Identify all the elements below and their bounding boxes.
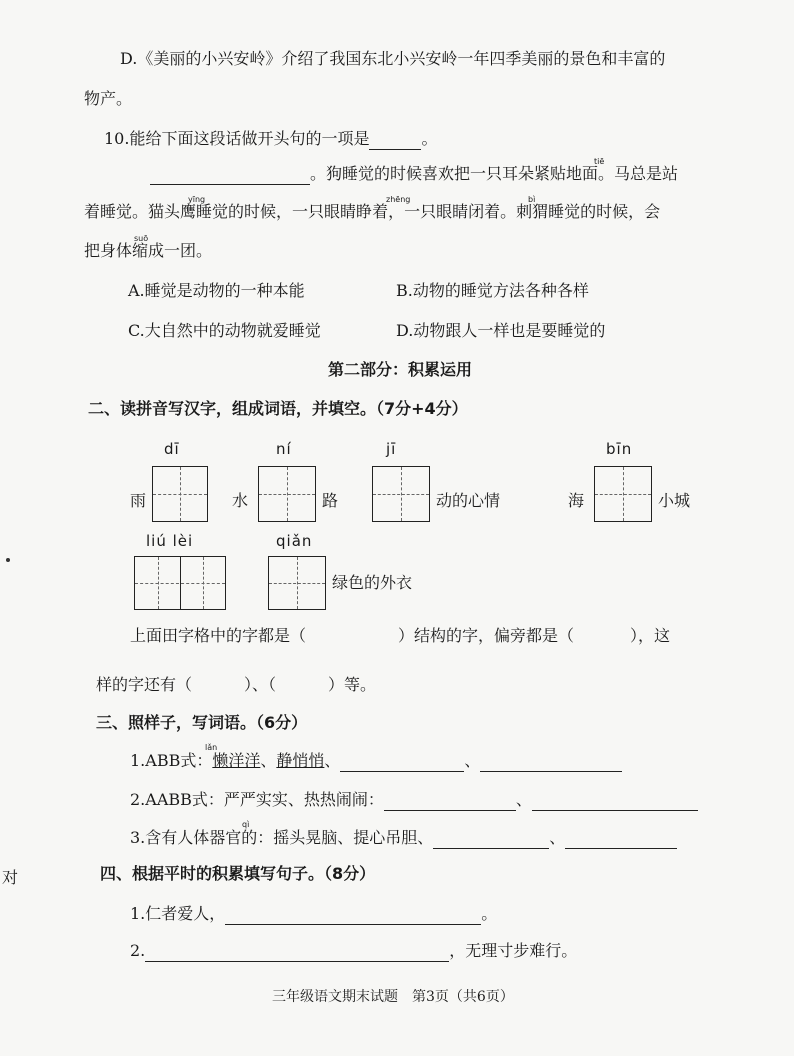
pinyin-liulei: liú lèi bbox=[146, 532, 194, 550]
label-lvse-de-waiyi: 绿色的外衣 bbox=[332, 573, 413, 592]
q10-answer-blank[interactable] bbox=[369, 131, 421, 150]
page-footer: 三年级语文期末试题 第3页（共6页） bbox=[272, 989, 514, 1005]
sec3-item3: 3.含有人体器官的：摇头晃脑、提心吊胆、 、 bbox=[130, 827, 677, 849]
sec2-title: 二、读拼音写汉字，组成词语，并填空。（7分+4分） bbox=[88, 399, 468, 418]
q10-option-b[interactable]: B.动物的睡觉方法各种各样 bbox=[396, 281, 589, 300]
ruby-lan: lǎn bbox=[205, 743, 218, 752]
scan-speck bbox=[6, 558, 10, 562]
tianzige-liulei[interactable] bbox=[134, 556, 226, 610]
pinyin-ji: jī bbox=[386, 440, 397, 458]
margin-char: 对 bbox=[2, 868, 19, 887]
tianzige-qian[interactable] bbox=[268, 556, 326, 610]
q9-option-d-line1: D.《美丽的小兴安岭》介绍了我国东北小兴安岭一年四季美丽的景色和丰富的 bbox=[120, 49, 666, 68]
sentence-blank-2[interactable] bbox=[145, 943, 449, 962]
tianzige-bin[interactable] bbox=[594, 466, 652, 522]
sec3-title: 三、照样子，写词语。（6分） bbox=[96, 713, 308, 732]
aabb-blank-1[interactable] bbox=[384, 792, 516, 811]
ruby-qi: qì bbox=[242, 820, 250, 829]
tianzige-ji[interactable] bbox=[372, 466, 430, 522]
sentence-blank-1[interactable] bbox=[225, 906, 481, 925]
q10-passage-line2: 着睡觉。猫头鹰睡觉的时候，一只眼睛睁着，一只眼睛闭着。刺猬睡觉的时候，会 bbox=[84, 202, 661, 221]
q10-stem: 10.能给下面这段话做开头句的一项是 。 bbox=[104, 129, 438, 148]
tianzige-ni[interactable] bbox=[258, 466, 316, 522]
q9-option-d-line2: 物产。 bbox=[84, 89, 133, 108]
organ-blank-2[interactable] bbox=[565, 830, 677, 849]
sec4-item1: 1.仁者爱人， 。 bbox=[130, 904, 498, 923]
ruby-ying: yīng bbox=[188, 195, 206, 204]
ruby-tie: tiē bbox=[594, 157, 605, 166]
ruby-bi: bì bbox=[528, 195, 536, 204]
q10-opening-blank[interactable] bbox=[150, 166, 310, 185]
sec3-item1: 1.ABB式：懒洋洋、静悄悄、 、 bbox=[130, 750, 622, 772]
q10-option-d[interactable]: D.动物跟人一样也是要睡觉的 bbox=[396, 321, 606, 340]
label-xiaocheng: 小城 bbox=[658, 491, 691, 510]
label-hai: 海 bbox=[568, 491, 585, 510]
sec4-item2: 2. ，无理寸步难行。 bbox=[130, 941, 578, 960]
pinyin-bin: bīn bbox=[606, 440, 633, 458]
label-yu: 雨 bbox=[130, 491, 147, 510]
abb-blank-2[interactable] bbox=[480, 753, 622, 772]
pinyin-di: dī bbox=[164, 440, 180, 458]
pinyin-ni: ní bbox=[276, 440, 292, 458]
ruby-zheng: zhēng bbox=[386, 195, 411, 204]
pinyin-qian: qiǎn bbox=[276, 532, 313, 550]
organ-blank-1[interactable] bbox=[433, 830, 549, 849]
q10-passage-line3: 把身体缩成一团。 bbox=[84, 241, 213, 260]
ruby-suo: suō bbox=[134, 234, 149, 243]
label-dong-de-xinqing: 动的心情 bbox=[436, 491, 501, 510]
label-lu: 路 bbox=[322, 491, 339, 510]
sec2-fill-line2: 样的字还有（ ）、（ ）等。 bbox=[96, 675, 377, 694]
tianzige-di[interactable] bbox=[152, 466, 208, 522]
label-shui: 水 bbox=[232, 491, 249, 510]
q10-option-c[interactable]: C.大自然中的动物就爱睡觉 bbox=[128, 321, 321, 340]
abb-blank-1[interactable] bbox=[340, 753, 464, 772]
sec4-title: 四、根据平时的积累填写句子。（8分） bbox=[100, 864, 376, 883]
aabb-blank-2[interactable] bbox=[532, 792, 698, 811]
q10-passage-line1: 。狗睡觉的时候喜欢把一只耳朵紧贴地面。马总是站 bbox=[150, 163, 678, 185]
part2-title: 第二部分：积累运用 bbox=[328, 360, 473, 379]
q10-option-a[interactable]: A.睡觉是动物的一种本能 bbox=[128, 281, 305, 300]
sec2-fill-line1: 上面田字格中的字都是（ ）结构的字，偏旁都是（ ），这 bbox=[130, 626, 671, 645]
sec3-item2: 2.AABB式：严严实实、热热闹闹： 、 bbox=[130, 789, 698, 811]
